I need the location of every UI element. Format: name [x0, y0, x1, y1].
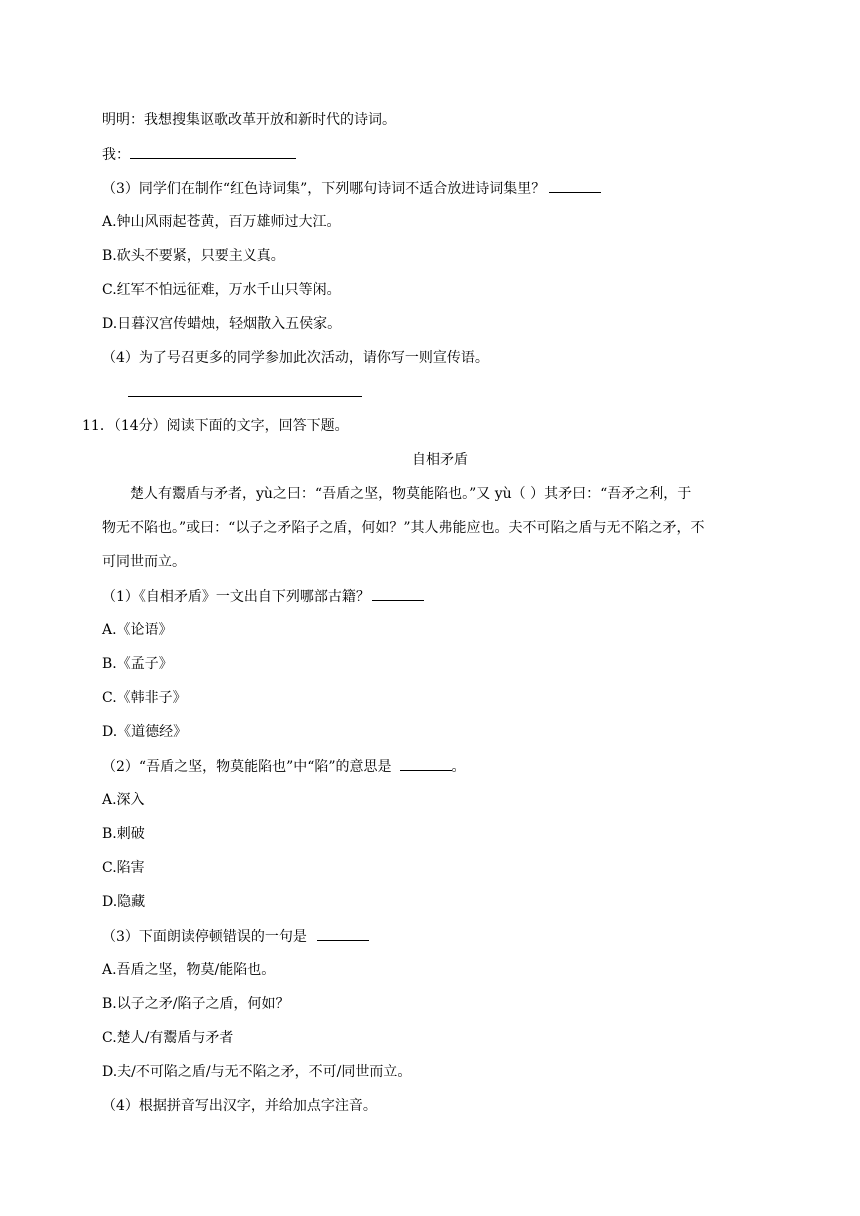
passage-line-2: 物无不陷也。”或曰：“以子之矛陷子之盾，何如？”其人弗能应也。夫不可陷之盾与无不陷之矛，不: [102, 520, 705, 536]
q3-option-d: D.日暮汉宫传蜡烛，轻烟散入五侯家。: [102, 316, 342, 332]
passage-line-3: 可同世而立。: [102, 554, 186, 570]
sub3-stem-text: （3）下面朗读停顿错误的一句是: [102, 929, 307, 945]
sub2-stem: [102, 756, 466, 777]
me-label: 我：: [102, 147, 130, 163]
sub3-option-b: B.以子之矛/陷子之盾，何如？: [102, 996, 290, 1012]
q3-stem: [102, 178, 601, 199]
sub2-option-a: A.深入: [102, 792, 145, 808]
q4-stem: （4）为了号召更多的同学参加此次活动，请你写一则宣传语。: [102, 350, 489, 366]
sub3-option-c: C.楚人/有鬻盾与矛者: [102, 1030, 234, 1046]
passage-title: 自相矛盾: [412, 452, 468, 468]
sub3-option-a: A.吾盾之坚，物莫/能陷也。: [102, 962, 276, 978]
sub1-option-a: A.《论语》: [102, 622, 173, 638]
q11-header: 11．（14分）阅读下面的文字，回答下题。: [82, 418, 349, 434]
sub3-option-d: D.夫/不可陷之盾/与无不陷之矛，不可/同世而立。: [102, 1064, 412, 1080]
sub2-option-c: C.陷害: [102, 860, 145, 876]
sub3-answer-blank[interactable]: [317, 926, 369, 941]
q3-option-c: C.红军不怕远征难，万水千山只等闲。: [102, 282, 341, 298]
sub1-stem: [102, 586, 424, 607]
passage-line-1: 楚人有鬻盾与矛者，yù之曰：“吾盾之坚，物莫能陷也。”又 yù（ ）其矛曰：“吾矛之利，于: [130, 486, 692, 502]
q3-option-b: B.砍头不要紧，只要主义真。: [102, 248, 285, 264]
sub2-option-b: B.刺破: [102, 826, 145, 842]
sub1-option-c: C.《韩非子》: [102, 690, 187, 706]
sub2-stem-text: （2）“吾盾之坚，物莫能陷也”中“陷”的意思是: [102, 759, 392, 775]
sub2-stem-end: 。: [451, 759, 466, 775]
q4-answer-line[interactable]: [128, 396, 362, 397]
q3-answer-blank[interactable]: [549, 178, 601, 193]
mingming-line: 明明：我想搜集讴歌改革开放和新时代的诗词。: [102, 112, 396, 128]
sub1-stem-text: （1）《自相矛盾》一文出自下列哪部古籍？: [102, 589, 370, 605]
sub1-answer-blank[interactable]: [372, 586, 424, 601]
sub2-option-d: D.隐藏: [102, 894, 146, 910]
answer-blank[interactable]: [130, 144, 296, 159]
q3-option-a: A.钟山风雨起苍黄，百万雄师过大江。: [102, 214, 341, 230]
sub4-stem: （4）根据拼音写出汉字，并给加点字注音。: [102, 1098, 377, 1114]
sub1-option-b: B.《孟子》: [102, 656, 173, 672]
q3-stem-text: （3）同学们在制作“红色诗词集”，下列哪句诗词不适合放进诗词集里？: [102, 181, 546, 197]
sub2-answer-blank[interactable]: [400, 756, 452, 771]
my-answer-line: [102, 144, 296, 165]
sub3-stem: [102, 926, 369, 947]
sub1-option-d: D.《道德经》: [102, 724, 188, 740]
